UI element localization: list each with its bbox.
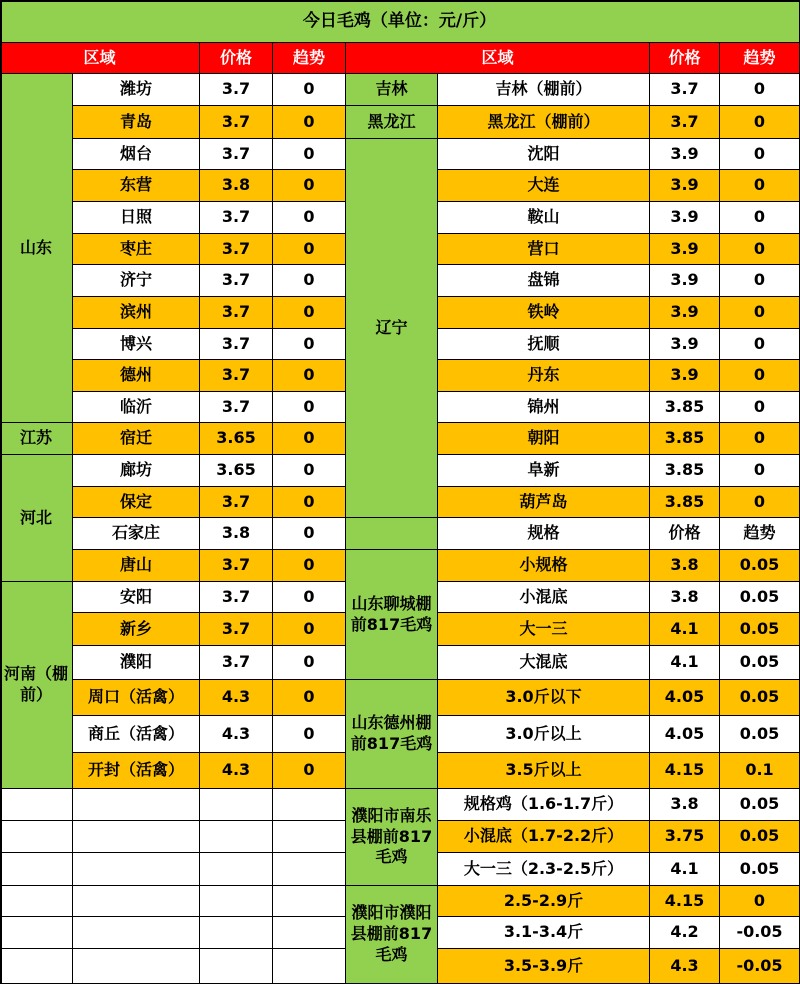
right-price-cell: 4.15 xyxy=(650,886,720,917)
right-city-cell: 2.5-2.9斤 xyxy=(438,886,650,917)
header-region-left: 区域 xyxy=(0,43,200,74)
left-city-cell: 宿迁 xyxy=(73,423,200,455)
right-trend-cell: 0 xyxy=(720,106,800,139)
header-price-left: 价格 xyxy=(200,43,273,74)
right-price-cell: 4.15 xyxy=(650,753,720,789)
right-city-cell: 大混底 xyxy=(438,646,650,680)
empty-cell xyxy=(200,886,273,917)
empty-cell xyxy=(273,886,346,917)
empty-cell xyxy=(0,821,73,853)
left-price-cell: 3.7 xyxy=(200,550,273,582)
right-price-cell: 3.9 xyxy=(650,234,720,265)
right-trend-cell: 0 xyxy=(720,265,800,297)
right-price-cell: 4.05 xyxy=(650,716,720,753)
right-price-cell: 3.75 xyxy=(650,821,720,853)
left-city-cell: 滨州 xyxy=(73,297,200,329)
right-price-cell: 3.85 xyxy=(650,392,720,423)
right-trend-cell: 0 xyxy=(720,234,800,265)
left-trend-cell: 0 xyxy=(273,234,346,265)
header-price-right: 价格 xyxy=(650,43,720,74)
right-price-cell: 3.8 xyxy=(650,789,720,821)
left-trend-cell: 0 xyxy=(273,106,346,139)
left-city-cell: 德州 xyxy=(73,360,200,392)
right-city-cell: 丹东 xyxy=(438,360,650,392)
right-province: 吉林 xyxy=(346,74,438,106)
right-trend-cell: 0 xyxy=(720,392,800,423)
right-trend-cell: 0 xyxy=(720,329,800,360)
right-trend-cell: 0.05 xyxy=(720,646,800,680)
right-trend-cell: 0 xyxy=(720,170,800,202)
right-trend-cell: 0 xyxy=(720,886,800,917)
right-trend-cell: -0.05 xyxy=(720,917,800,949)
left-city-cell: 濮阳 xyxy=(73,646,200,680)
left-city-cell: 商丘（活禽） xyxy=(73,716,200,753)
left-trend-cell: 0 xyxy=(273,139,346,170)
right-trend-cell: 0 xyxy=(720,139,800,170)
right-trend-cell: 0.05 xyxy=(720,789,800,821)
left-trend-cell: 0 xyxy=(273,550,346,582)
left-price-cell: 3.7 xyxy=(200,392,273,423)
left-trend-cell: 0 xyxy=(273,582,346,613)
right-city-cell: 大连 xyxy=(438,170,650,202)
right-city-cell: 朝阳 xyxy=(438,423,650,455)
left-price-cell: 3.7 xyxy=(200,265,273,297)
empty-cell xyxy=(73,917,200,949)
empty-cell xyxy=(0,886,73,917)
empty-cell xyxy=(200,949,273,984)
left-trend-cell: 0 xyxy=(273,74,346,106)
empty-cell xyxy=(73,789,200,821)
right-price-cell: 3.9 xyxy=(650,297,720,329)
empty-cell xyxy=(200,917,273,949)
left-trend-cell: 0 xyxy=(273,329,346,360)
header-trend-right: 趋势 xyxy=(720,43,800,74)
left-price-cell: 4.3 xyxy=(200,716,273,753)
empty-cell xyxy=(73,949,200,984)
left-city-cell: 日照 xyxy=(73,202,200,234)
right-province: 山东聊城棚前817毛鸡 xyxy=(346,550,438,680)
left-trend-cell: 0 xyxy=(273,455,346,487)
right-trend-cell: 0.05 xyxy=(720,716,800,753)
right-province: 黑龙江 xyxy=(346,106,438,139)
right-price-cell: 3.85 xyxy=(650,487,720,518)
left-price-cell: 3.7 xyxy=(200,202,273,234)
left-city-cell: 潍坊 xyxy=(73,74,200,106)
right-city-cell: 葫芦岛 xyxy=(438,487,650,518)
left-price-cell: 3.8 xyxy=(200,170,273,202)
left-city-cell: 临沂 xyxy=(73,392,200,423)
left-city-cell: 烟台 xyxy=(73,139,200,170)
left-province: 山东 xyxy=(0,74,73,423)
right-price-cell: 3.7 xyxy=(650,74,720,106)
empty-cell xyxy=(200,821,273,853)
left-trend-cell: 0 xyxy=(273,753,346,789)
empty-cell xyxy=(273,853,346,886)
right-trend-cell: 0.05 xyxy=(720,550,800,582)
empty-cell xyxy=(273,821,346,853)
right-city-cell: 大一三 xyxy=(438,613,650,646)
left-city-cell: 济宁 xyxy=(73,265,200,297)
right-city-cell: 鞍山 xyxy=(438,202,650,234)
right-city-cell: 盘锦 xyxy=(438,265,650,297)
right-trend-cell: 0.1 xyxy=(720,753,800,789)
left-trend-cell: 0 xyxy=(273,518,346,550)
right-province: 辽宁 xyxy=(346,139,438,518)
right-city-cell: 沈阳 xyxy=(438,139,650,170)
right-city-cell: 规格鸡（1.6-1.7斤） xyxy=(438,789,650,821)
right-city-cell: 规格 xyxy=(438,518,650,550)
left-trend-cell: 0 xyxy=(273,646,346,680)
left-city-cell: 廊坊 xyxy=(73,455,200,487)
right-price-cell: 4.1 xyxy=(650,853,720,886)
left-price-cell: 3.8 xyxy=(200,518,273,550)
right-city-cell: 小混底（1.7-2.2斤） xyxy=(438,821,650,853)
right-price-cell: 3.9 xyxy=(650,265,720,297)
right-price-cell: 3.7 xyxy=(650,106,720,139)
empty-cell xyxy=(200,789,273,821)
empty-cell xyxy=(273,917,346,949)
right-trend-cell: 0.05 xyxy=(720,821,800,853)
left-city-cell: 周口（活禽） xyxy=(73,680,200,716)
right-city-cell: 阜新 xyxy=(438,455,650,487)
left-city-cell: 枣庄 xyxy=(73,234,200,265)
right-price-cell: 3.85 xyxy=(650,455,720,487)
left-price-cell: 3.7 xyxy=(200,646,273,680)
right-price-cell: 3.9 xyxy=(650,202,720,234)
right-city-cell: 大一三（2.3-2.5斤） xyxy=(438,853,650,886)
left-price-cell: 3.7 xyxy=(200,329,273,360)
left-city-cell: 新乡 xyxy=(73,613,200,646)
empty-cell xyxy=(0,917,73,949)
left-trend-cell: 0 xyxy=(273,423,346,455)
left-city-cell: 开封（活禽） xyxy=(73,753,200,789)
right-trend-cell: 0.05 xyxy=(720,680,800,716)
empty-cell xyxy=(73,821,200,853)
left-price-cell: 3.7 xyxy=(200,74,273,106)
right-city-cell: 小混底 xyxy=(438,582,650,613)
right-city-cell: 3.5-3.9斤 xyxy=(438,949,650,984)
right-city-cell: 3.1-3.4斤 xyxy=(438,917,650,949)
right-trend-cell: 0 xyxy=(720,423,800,455)
left-trend-cell: 0 xyxy=(273,392,346,423)
right-city-cell: 3.0斤以下 xyxy=(438,680,650,716)
left-trend-cell: 0 xyxy=(273,716,346,753)
header-trend-left: 趋势 xyxy=(273,43,346,74)
right-province xyxy=(346,518,438,550)
left-city-cell: 博兴 xyxy=(73,329,200,360)
left-trend-cell: 0 xyxy=(273,680,346,716)
left-province: 河南（棚前） xyxy=(0,582,73,789)
left-trend-cell: 0 xyxy=(273,360,346,392)
right-province: 濮阳市濮阳县棚前817毛鸡 xyxy=(346,886,438,984)
left-province: 河北 xyxy=(0,455,73,582)
right-trend-cell: 0.05 xyxy=(720,582,800,613)
right-province: 山东德州棚前817毛鸡 xyxy=(346,680,438,789)
right-city-cell: 营口 xyxy=(438,234,650,265)
right-price-cell: 3.9 xyxy=(650,170,720,202)
right-city-cell: 3.0斤以上 xyxy=(438,716,650,753)
left-price-cell: 3.7 xyxy=(200,582,273,613)
left-trend-cell: 0 xyxy=(273,265,346,297)
header-region-right: 区域 xyxy=(346,43,650,74)
left-province: 江苏 xyxy=(0,423,73,455)
right-trend-cell: 0 xyxy=(720,360,800,392)
left-price-cell: 3.65 xyxy=(200,455,273,487)
left-price-cell: 3.7 xyxy=(200,297,273,329)
right-city-cell: 吉林（棚前） xyxy=(438,74,650,106)
right-trend-cell: 0 xyxy=(720,202,800,234)
empty-cell xyxy=(0,789,73,821)
right-price-cell: 4.3 xyxy=(650,949,720,984)
left-price-cell: 3.7 xyxy=(200,360,273,392)
left-trend-cell: 0 xyxy=(273,613,346,646)
empty-cell xyxy=(273,949,346,984)
left-price-cell: 3.7 xyxy=(200,487,273,518)
right-price-cell: 4.1 xyxy=(650,613,720,646)
left-city-cell: 东营 xyxy=(73,170,200,202)
left-price-cell: 3.7 xyxy=(200,613,273,646)
right-city-cell: 抚顺 xyxy=(438,329,650,360)
right-city-cell: 黑龙江（棚前） xyxy=(438,106,650,139)
left-city-cell: 唐山 xyxy=(73,550,200,582)
right-trend-cell: 0 xyxy=(720,297,800,329)
right-province: 濮阳市南乐县棚前817毛鸡 xyxy=(346,789,438,886)
left-city-cell: 青岛 xyxy=(73,106,200,139)
right-price-cell: 4.05 xyxy=(650,680,720,716)
left-city-cell: 安阳 xyxy=(73,582,200,613)
left-price-cell: 3.7 xyxy=(200,139,273,170)
right-price-cell: 3.9 xyxy=(650,139,720,170)
left-price-cell: 4.3 xyxy=(200,680,273,716)
left-trend-cell: 0 xyxy=(273,170,346,202)
right-price-cell: 4.2 xyxy=(650,917,720,949)
table-title: 今日毛鸡（单位：元/斤） xyxy=(0,0,800,43)
right-price-cell: 4.1 xyxy=(650,646,720,680)
right-city-cell: 小规格 xyxy=(438,550,650,582)
right-trend-cell: 0 xyxy=(720,487,800,518)
right-price-cell: 3.9 xyxy=(650,360,720,392)
right-price-cell: 价格 xyxy=(650,518,720,550)
empty-cell xyxy=(0,949,73,984)
left-city-cell: 保定 xyxy=(73,487,200,518)
right-trend-cell: -0.05 xyxy=(720,949,800,984)
right-price-cell: 3.8 xyxy=(650,550,720,582)
empty-cell xyxy=(200,853,273,886)
right-trend-cell: 0.05 xyxy=(720,853,800,886)
left-price-cell: 3.65 xyxy=(200,423,273,455)
right-price-cell: 3.85 xyxy=(650,423,720,455)
left-price-cell: 3.7 xyxy=(200,106,273,139)
empty-cell xyxy=(73,853,200,886)
right-city-cell: 铁岭 xyxy=(438,297,650,329)
right-price-cell: 3.8 xyxy=(650,582,720,613)
right-trend-cell: 0 xyxy=(720,74,800,106)
left-price-cell: 4.3 xyxy=(200,753,273,789)
empty-cell xyxy=(273,789,346,821)
left-city-cell: 石家庄 xyxy=(73,518,200,550)
right-trend-cell: 0 xyxy=(720,455,800,487)
left-price-cell: 3.7 xyxy=(200,234,273,265)
left-trend-cell: 0 xyxy=(273,202,346,234)
right-city-cell: 锦州 xyxy=(438,392,650,423)
right-trend-cell: 趋势 xyxy=(720,518,800,550)
right-trend-cell: 0.05 xyxy=(720,613,800,646)
left-trend-cell: 0 xyxy=(273,297,346,329)
right-price-cell: 3.9 xyxy=(650,329,720,360)
left-trend-cell: 0 xyxy=(273,487,346,518)
empty-cell xyxy=(0,853,73,886)
empty-cell xyxy=(73,886,200,917)
right-city-cell: 3.5斤以上 xyxy=(438,753,650,789)
